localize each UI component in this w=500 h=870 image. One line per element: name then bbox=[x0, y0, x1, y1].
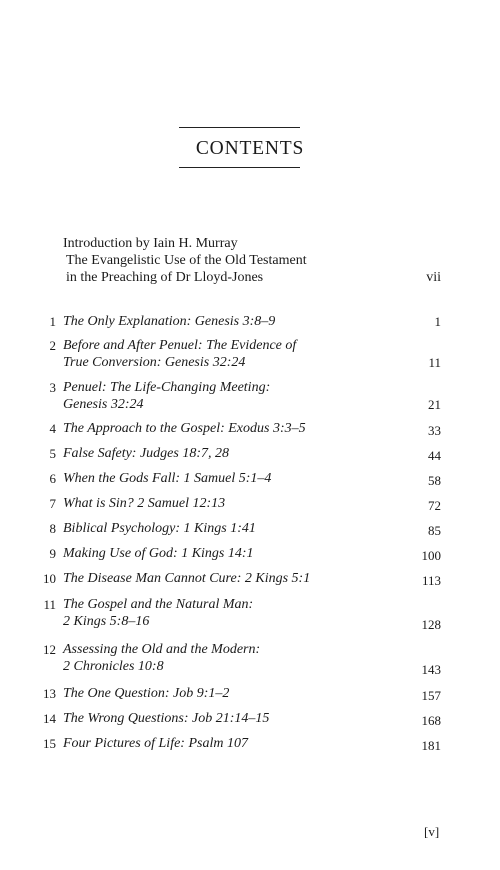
entry-title-line-1: The Wrong Questions: Job 21:14–15 bbox=[63, 711, 270, 726]
entry-title-line-1: False Safety: Judges 18:7, 28 bbox=[63, 446, 230, 461]
entry-page: 157 bbox=[421, 688, 441, 703]
entry-number: 4 bbox=[49, 421, 56, 436]
entry-page: 168 bbox=[421, 713, 441, 728]
entry-title-line-1: What is Sin? 2 Samuel 12:13 bbox=[63, 496, 226, 511]
intro-line-2: The Evangelistic Use of the Old Testament bbox=[66, 253, 307, 268]
entry-title bbox=[63, 495, 225, 512]
entry-title bbox=[63, 379, 270, 413]
entry-number: 9 bbox=[49, 546, 56, 561]
entry-title-line-1: Before and After Penuel: The Evidence of bbox=[63, 338, 297, 353]
heading-rule-top bbox=[179, 127, 300, 128]
entry-title bbox=[63, 685, 229, 702]
entry-title-line-1: Biblical Psychology: 1 Kings 1:41 bbox=[63, 521, 256, 536]
entry-title-line-1: Assessing the Old and the Modern: bbox=[63, 642, 261, 657]
intro-line-1: Introduction by Iain H. Murray bbox=[63, 236, 238, 251]
entry-page: 128 bbox=[421, 617, 441, 632]
page-title: CONTENTS bbox=[195, 138, 305, 159]
entry-title bbox=[63, 735, 248, 752]
intro-entry bbox=[63, 235, 307, 286]
entry-page: 100 bbox=[421, 548, 441, 563]
entry-title-line-1: Four Pictures of Life: Psalm 107 bbox=[63, 736, 248, 751]
entry-page: 1 bbox=[434, 314, 441, 329]
entry-title bbox=[63, 337, 296, 371]
intro-page-number: vii bbox=[426, 270, 441, 285]
entry-number: 13 bbox=[43, 686, 56, 701]
entry-page: 113 bbox=[421, 573, 441, 588]
entry-title-line-1: Penuel: The Life-Changing Meeting: bbox=[63, 380, 271, 395]
entry-title-line-1: The One Question: Job 9:1–2 bbox=[63, 686, 230, 701]
entry-number: 8 bbox=[49, 521, 56, 536]
entry-title bbox=[63, 570, 310, 587]
entry-title-line-2: 2 Kings 5:8–16 bbox=[63, 614, 150, 629]
page-number: [v] bbox=[424, 824, 440, 839]
entry-page: 11 bbox=[428, 355, 441, 370]
entry-page: 21 bbox=[428, 397, 441, 412]
entry-title bbox=[63, 313, 275, 330]
entry-title-line-1: The Only Explanation: Genesis 3:8–9 bbox=[63, 314, 276, 329]
entry-number: 3 bbox=[49, 380, 56, 395]
entry-title bbox=[63, 420, 306, 437]
entry-page: 44 bbox=[428, 448, 441, 463]
entry-title-line-1: When the Gods Fall: 1 Samuel 5:1–4 bbox=[63, 471, 272, 486]
entry-title bbox=[63, 520, 256, 537]
entry-title-line-2: Genesis 32:24 bbox=[63, 397, 144, 412]
entry-page: 181 bbox=[421, 738, 441, 753]
intro-line-3: in the Preaching of Dr Lloyd-Jones bbox=[66, 270, 264, 285]
entry-page: 72 bbox=[428, 498, 441, 513]
entry-title bbox=[63, 596, 253, 630]
entry-title bbox=[63, 445, 229, 462]
entry-title-line-1: The Gospel and the Natural Man: bbox=[63, 597, 254, 612]
entry-title-line-2: True Conversion: Genesis 32:24 bbox=[63, 355, 246, 370]
entry-number: 2 bbox=[49, 338, 56, 353]
entry-title bbox=[63, 470, 271, 487]
entry-number: 10 bbox=[43, 571, 56, 586]
entry-number: 15 bbox=[43, 736, 56, 751]
entry-page: 58 bbox=[428, 473, 441, 488]
entry-number: 5 bbox=[49, 446, 56, 461]
entry-title-line-2: 2 Chronicles 10:8 bbox=[63, 659, 164, 674]
entry-title-line-1: The Disease Man Cannot Cure: 2 Kings 5:1 bbox=[63, 571, 311, 586]
entry-number: 6 bbox=[49, 471, 56, 486]
entry-number: 11 bbox=[43, 597, 56, 612]
entry-title-line-1: The Approach to the Gospel: Exodus 3:3–5 bbox=[63, 421, 306, 436]
entry-page: 33 bbox=[428, 423, 441, 438]
entry-number: 7 bbox=[49, 496, 56, 511]
entry-number: 12 bbox=[43, 642, 56, 657]
entry-title-line-1: Making Use of God: 1 Kings 14:1 bbox=[63, 546, 254, 561]
entry-number: 1 bbox=[49, 314, 56, 329]
entry-title bbox=[63, 545, 254, 562]
entry-number: 14 bbox=[43, 711, 56, 726]
entry-page: 143 bbox=[421, 662, 441, 677]
heading-rule-bottom bbox=[179, 167, 300, 168]
entry-title bbox=[63, 710, 269, 727]
entry-title bbox=[63, 641, 260, 675]
entry-page: 85 bbox=[428, 523, 441, 538]
